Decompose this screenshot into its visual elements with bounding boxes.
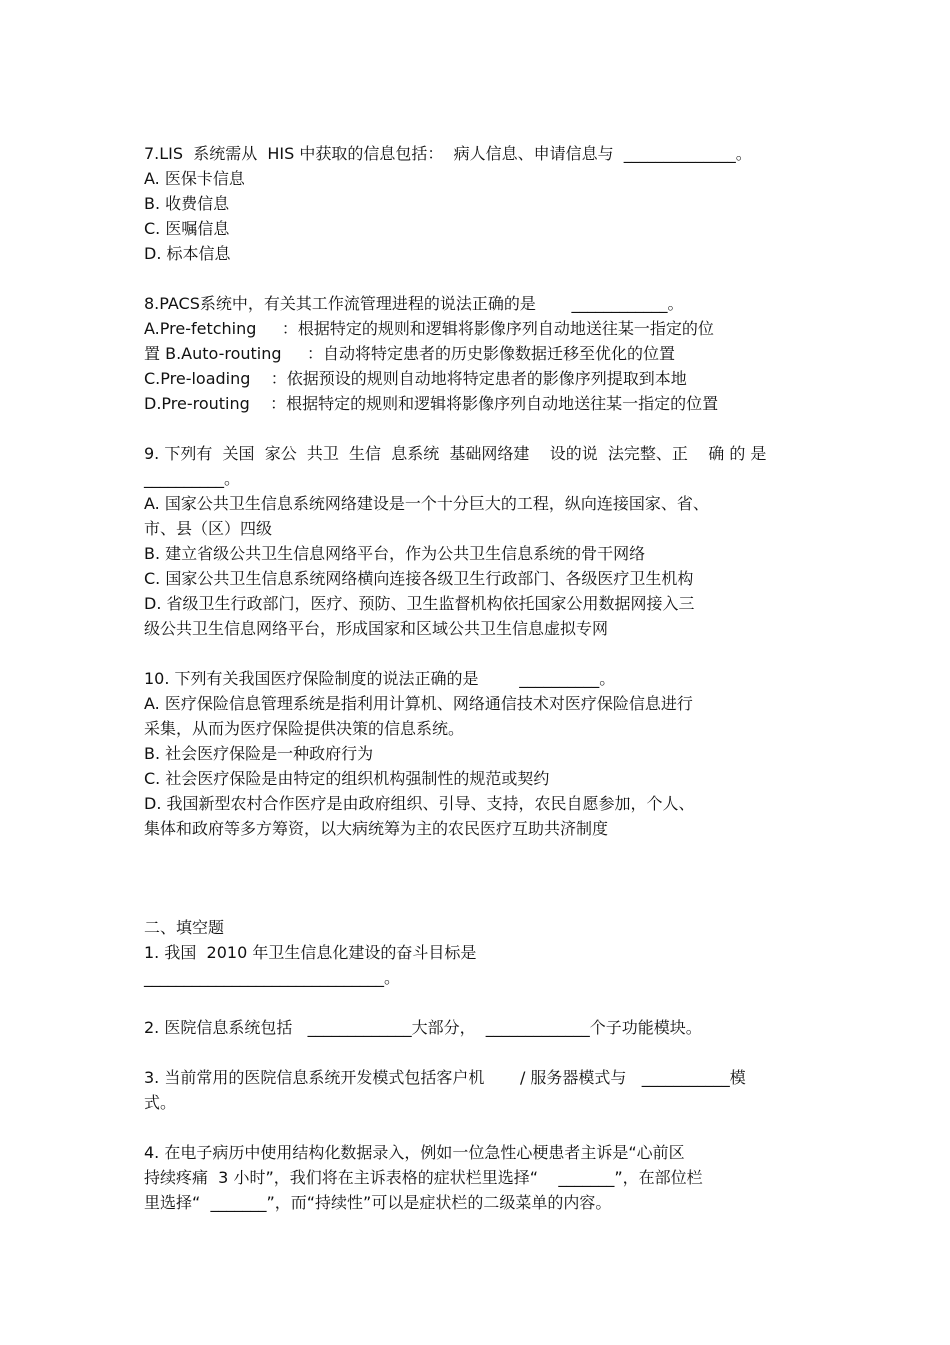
q9-option-b: B. 建立省级公共卫生信息网络平台，作为公共卫生信息系统的骨干网络 [144, 544, 646, 563]
fill-2: 2. 医院信息系统包括 _____________大部分， _____________个子功能模块。 [144, 1018, 702, 1037]
q10-option-b: B. 社会医疗保险是一种政府行为 [144, 744, 374, 763]
q9-stem-line2: __________。 [144, 469, 241, 488]
section-title: 二、填空题 [144, 918, 225, 937]
q8-option-a-line1: A.Pre-fetching ：根据特定的规则和逻辑将影像序列自动地送往某一指定的位 [144, 319, 714, 338]
q7-stem: 7.LIS 系统需从 HIS 中获取的信息包括： 病人信息、申请信息与 ______________。 [144, 144, 752, 163]
q9-option-d-line1: D. 省级卫生行政部门，医疗、预防、卫生监督机构依托国家公用数据网接入三 [144, 594, 695, 613]
fill-4-line2: 持续疼痛 3 小时”，我们将在主诉表格的症状栏里选择“ _______”，在部位栏 [144, 1168, 703, 1187]
q8-option-d: D.Pre-routing ：根据特定的规则和逻辑将影像序列自动地送往某一指定的位置 [144, 394, 719, 413]
q9-option-d-line2: 级公共卫生信息网络平台，形成国家和区域公共卫生信息虚拟专网 [144, 619, 609, 638]
fill-4-line1: 4. 在电子病历中使用结构化数据录入，例如一位急性心梗患者主诉是“心前区 [144, 1143, 685, 1162]
q9-option-c: C. 国家公共卫生信息系统网络横向连接各级卫生行政部门、各级医疗卫生机构 [144, 569, 694, 588]
q7-option-d: D. 标本信息 [144, 244, 231, 263]
q10-option-d-line2: 集体和政府等多方筹资，以大病统筹为主的农民医疗互助共济制度 [144, 819, 609, 838]
fill-4-line3: 里选择“ _______”，而“持续性”可以是症状栏的二级菜单的内容。 [144, 1193, 612, 1212]
q10-option-a-line1: A. 医疗保险信息管理系统是指利用计算机、网络通信技术对医疗保险信息进行 [144, 694, 693, 713]
q9-option-a-line2: 市、县（区）四级 [144, 519, 273, 538]
fill-1-stem: 1. 我国 2010 年卫生信息化建设的奋斗目标是 [144, 943, 477, 962]
q9-option-a-line1: A. 国家公共卫生信息系统网络建设是一个十分巨大的工程，纵向连接国家、省、 [144, 494, 709, 513]
fill-3-line1: 3. 当前常用的医院信息系统开发模式包括客户机 / 服务器模式与 ___________模 [144, 1068, 746, 1087]
fill-3-line2: 式。 [144, 1093, 177, 1112]
q10-option-a-line2: 采集，从而为医疗保险提供决策的信息系统。 [144, 719, 465, 738]
q9-stem-line1: 9. 下列有 关国 家公 共卫 生信 息系统 基础网络建 设的说 法完整、正 确 的 是 [144, 444, 767, 463]
q7-option-b: B. 收费信息 [144, 194, 230, 213]
q10-option-d-line1: D. 我国新型农村合作医疗是由政府组织、引导、支持，农民自愿参加，个人、 [144, 794, 695, 813]
q10-stem: 10. 下列有关我国医疗保险制度的说法正确的是 __________。 [144, 669, 616, 688]
q8-stem: 8.PACS系统中，有关其工作流管理进程的说法正确的是 ____________。 [144, 294, 684, 313]
q7-option-c: C. 医嘱信息 [144, 219, 230, 238]
fill-1-blank: ______________________________。 [144, 968, 401, 987]
q8-option-a-line2-b: 置 B.Auto-routing ：自动将特定患者的历史影像数据迁移至优化的位置 [144, 344, 675, 363]
q10-option-c: C. 社会医疗保险是由特定的组织机构强制性的规范或契约 [144, 769, 550, 788]
q8-option-c: C.Pre-loading ：依据预设的规则自动地将特定患者的影像序列提取到本地 [144, 369, 687, 388]
q7-option-a: A. 医保卡信息 [144, 169, 245, 188]
